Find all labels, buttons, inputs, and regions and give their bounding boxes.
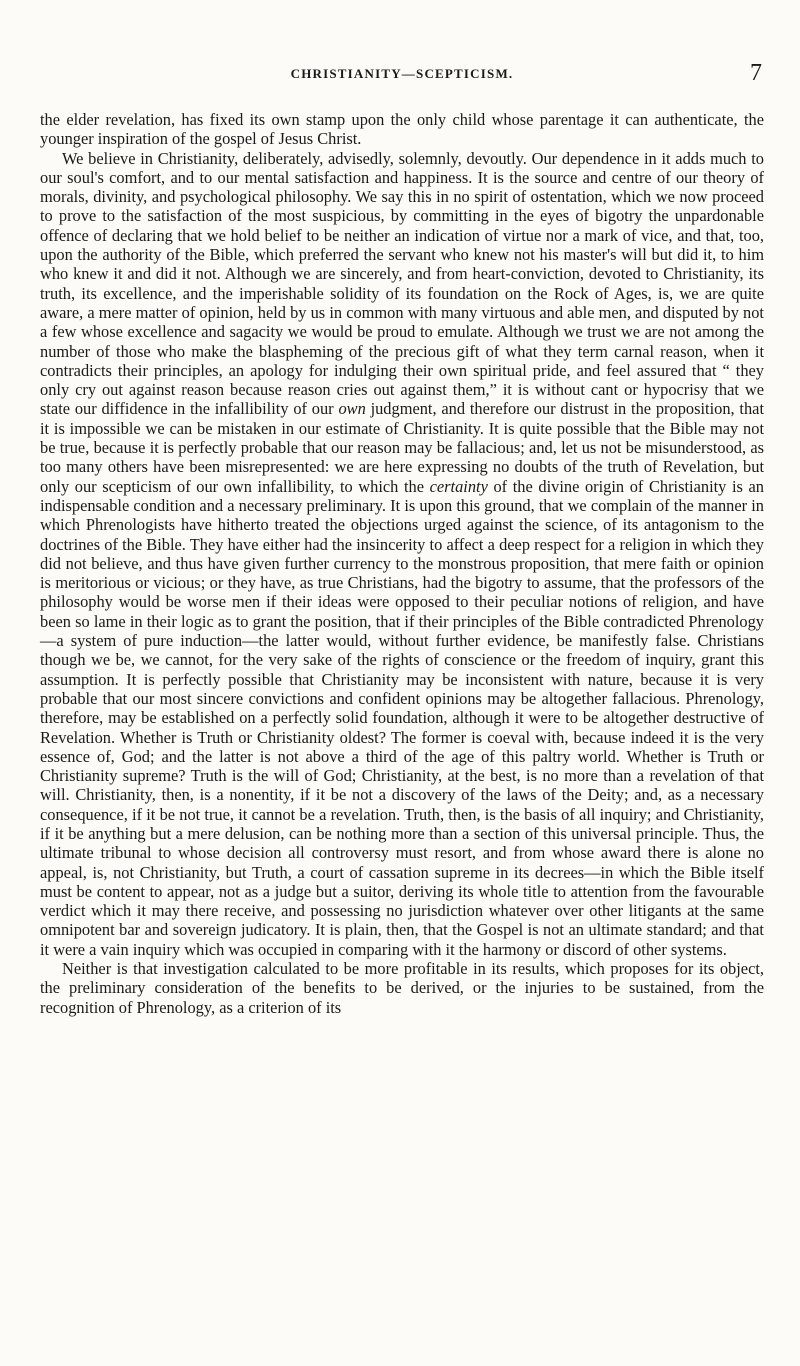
text-segment: Neither is that investigation calculated to be more profitable in its results, which proposes for its object, the preliminary consideration of the benefits to be derived, or the injuries to be sustained, from the recognition of Phrenology, as a criterion of its bbox=[40, 959, 764, 1017]
book-page bbox=[40, 30, 764, 1017]
text-segment: the elder revelation, has fixed its own stamp upon the only child whose parentage it can authenticate, the younger inspiration of the gospel of Jesus Christ. bbox=[40, 110, 764, 149]
running-title: CHRISTIANITY—SCEPTICISM. bbox=[290, 66, 514, 81]
paragraph bbox=[40, 110, 764, 149]
italic-text-segment: own bbox=[338, 399, 366, 419]
text-segment: judgment, and therefore our distrust in the proposition, that it is impossible we can be mistaken in our estimate of Christianity. It is quite possible that the Bible may not be true, because it is perfectly probable that our reason may be fallacious; and, let us not be misunderstood, as too many others have been misrepresented: we are here expressing no doubts of the truth of Revelation, but only our scepticism of our own infallibility, to which the bbox=[40, 399, 764, 496]
text-segment: of the divine origin of Christianity is an indispensable condition and a necessary preliminary. It is upon this ground, that we complain of the manner in which Phrenologists have hitherto treated the objections urged against the science, of its antagonism to the doctrines of the Bible. They have either had the insincerity to affect a deep respect for a religion in which they did not believe, and thus have given further currency to the monstrous proposition, that mere faith or opinion is meritorious or vicious; or they have, as true Christians, had the bigotry to assume, that the professors of the philosophy would be worse men if their ideas were opposed to their peculiar notions of religion, and have been so lame in their logic as to grant the position, that if their principles of the Bible contradicted Phrenology—a system of pure induction—the latter would, without further evidence, be manifestly false. Christians though we be, we cannot, for the very sake of the rights of conscience or the freedom of inquiry, grant this assumption. It is perfectly possible that Christianity may be inconsistent with nature, because it is very probable that our most sincere convictions and confident opinions may be altogether fallacious. Phrenology, therefore, may be established on a perfectly solid foundation, although it were to be altogether destructive of Revelation. Whether is Truth or Christianity oldest? The former is coeval with, because indeed it is the very essence of, God; and the latter is not above a third of the age of this paltry world. Whether is Truth or Christianity supreme? Truth is the will of God; Christianity, at the best, is no more than a revelation of that will. Christianity, then, is a nonentity, if it be not a discovery of the laws of the Deity; and, as a necessary consequence, if it be not true, it cannot be a revelation. Truth, then, is the basis of all inquiry; and Christianity, if it be anything but a mere delusion, can be nothing more than a section of this universal principle. Thus, the ultimate tribunal to whose decision all controversy must resort, and from whose award there is alone no appeal, is, not Christianity, but Truth, a court of cassation supreme in its decrees—in which the Bible itself must be content to appear, not as a judge but a suitor, deriving its whole title to attention from the favourable verdict which it may there receive, and possessing no jurisdiction whatever over other litigants at the same omnipotent bar and sovereign judicatory. It is plain, then, that the Gospel is not an ultimate standard; and that it were a vain inquiry which was occupied in comparing with it the harmony or discord of other systems. bbox=[40, 476, 764, 959]
text-segment: We believe in Christianity, deliberately, advisedly, solemnly, devoutly. Our dependence in it adds much to our soul's comfort, and to our mental satisfaction and happiness. It is the source and centre of our theory of morals, divinity, and psychological philosophy. We say this in no spirit of ostentation, which we now proceed to prove to the satisfaction of the most suspicious, by committing in the eyes of bigotry the unpardonable offence of declaring that we hold belief to be neither an indication of virtue nor a mark of vice, and that, too, upon the authority of the Bible, which preferred the servant who knew not his master's will but did it, to him who knew it and did it not. Although we are sincerely, and from heart-conviction, devoted to Christianity, its truth, its excellence, and the imperishable solidity of its foundation on the Rock of Ages, is, we are quite aware, a mere matter of opinion, held by us in common with many virtuous and able men, and disputed by not a few whose excellence and sagacity we would be proud to emulate. Although we trust we are not among the number of those who make the blaspheming of the precious gift of what they term carnal reason, when it contradicts their principles, an apology for indulging their own spiritual pride, and feel assured that “ they only cry out against reason because reason cries out against them,” it is without cant or hypocrisy that we state our diffidence in the infallibility of our bbox=[40, 148, 764, 419]
running-head bbox=[40, 30, 764, 86]
page-number: 7 bbox=[750, 60, 762, 86]
body-text bbox=[40, 110, 764, 1017]
paragraph bbox=[40, 149, 764, 959]
italic-text-segment: certainty bbox=[429, 476, 488, 496]
paragraph bbox=[40, 959, 764, 1017]
